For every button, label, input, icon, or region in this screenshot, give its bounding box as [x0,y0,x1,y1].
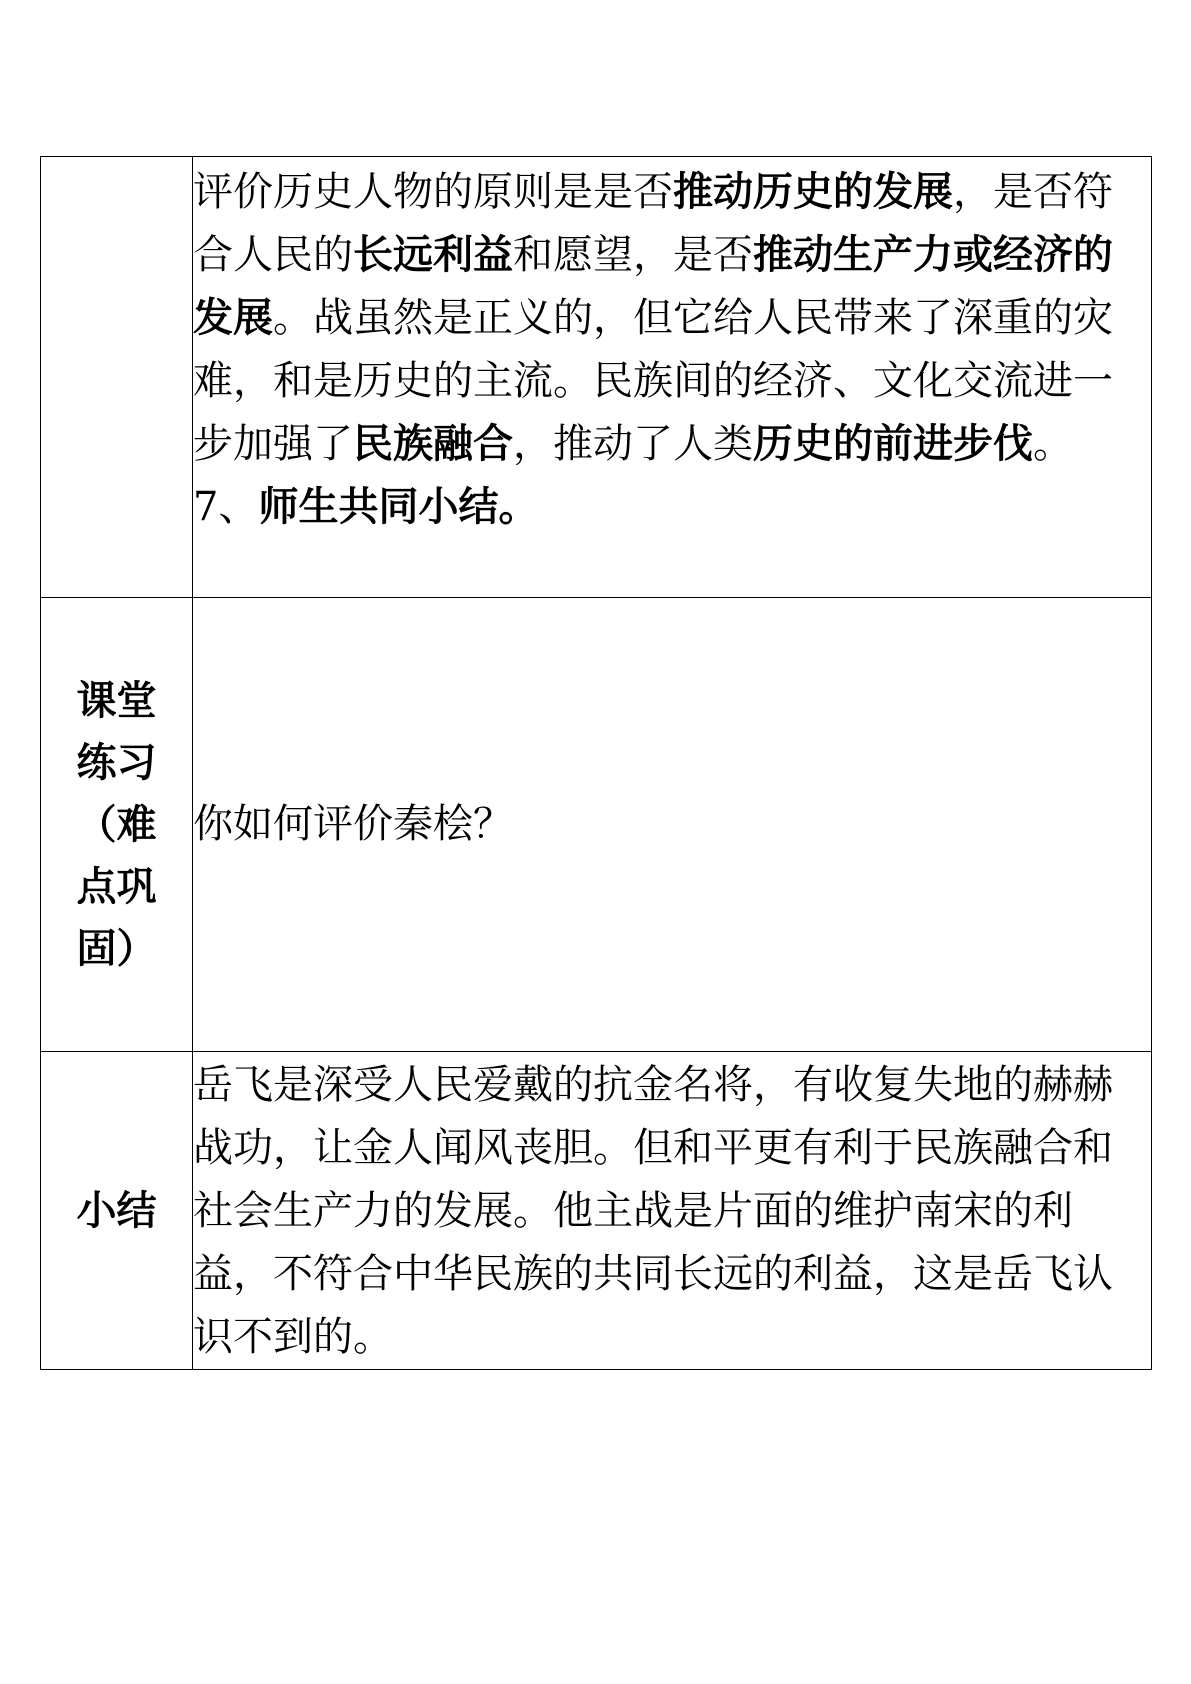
row-content-cell [193,598,1152,1052]
lesson-plan-table [40,156,1152,1370]
bold-keyword: 推动历史的发展 [673,169,953,215]
bold-keyword: 推动生产力或经济的发展 [193,232,1113,341]
row-label-cell [41,1052,193,1370]
row-content-cell [193,157,1152,598]
paragraph-text: 和愿望，是否 [513,232,753,278]
practice-question: 你如何评价秦桧？ [193,801,513,847]
paragraph-text: 。战虽然是正义的，但它给人民带来了深重的灾难，和是历史的主流。民族间的经济、文化交流进一步加强了 [193,295,1113,467]
paragraph-text: 评价历史人物的原则是是否 [193,169,673,215]
step-title: 师生共同小结。 [258,484,539,530]
row-content-cell [193,1052,1152,1370]
step-summary-line [193,476,1151,539]
paragraph-text: 。 [1033,421,1073,467]
summary-label: 小结 [76,1187,157,1234]
table-row [41,598,1152,1052]
bold-keyword: 民族融合 [353,421,513,467]
summary-paragraph: 岳飞是深受人民爱戴的抗金名将，有收复失地的赫赫战功，让金人闻风丧胆。但和平更有利于民族融合和社会生产力的发展。他主战是片面的维护南宋的利益，不符合中华民族的共同长远的利益，这是岳飞认识不到的。 [193,1062,1113,1360]
evaluation-principle-paragraph [193,161,1151,476]
row-label-cell [41,157,193,598]
row-label-cell [41,598,193,1052]
paragraph-text: ，推动了人类 [513,421,753,467]
classroom-practice-label: 课堂练习（难点巩固） [76,677,157,972]
table-row [41,1052,1152,1370]
bold-keyword: 历史的前进步伐 [753,421,1033,467]
step-number: 7、 [193,484,259,530]
paragraph-text: ，是否符合人民的 [193,169,1113,278]
bold-keyword: 长远利益 [353,232,513,278]
table-row [41,157,1152,598]
